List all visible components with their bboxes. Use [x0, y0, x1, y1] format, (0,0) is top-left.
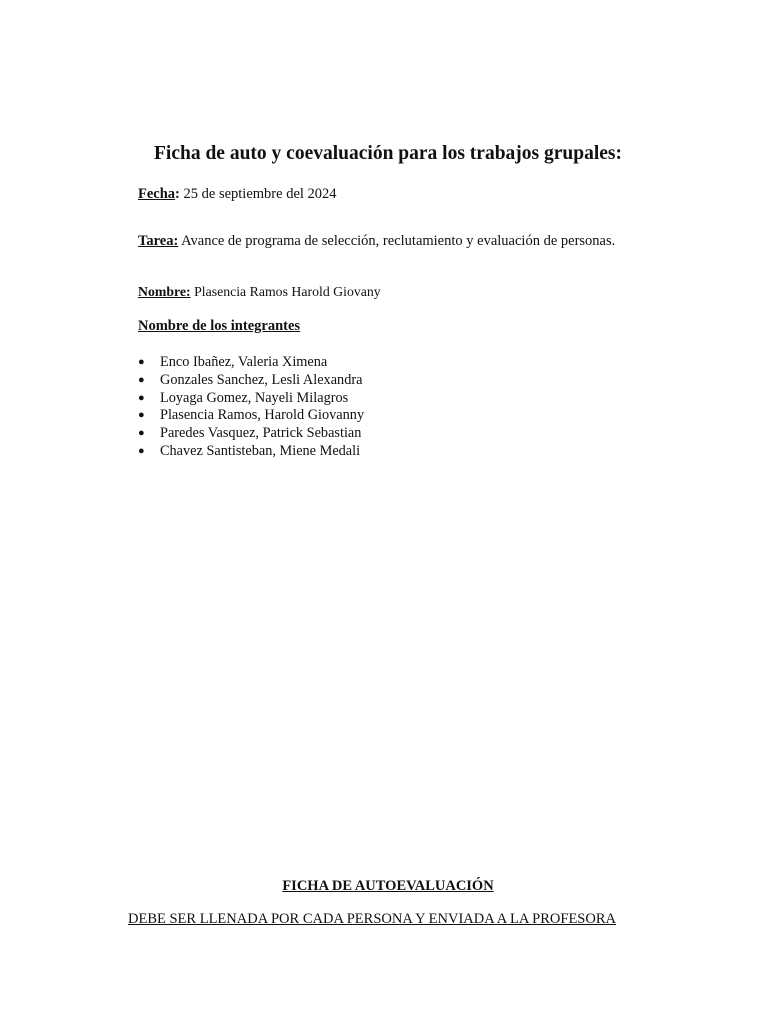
members-heading: Nombre de los integrantes — [138, 318, 301, 334]
nombre-value: Plasencia Ramos Harold Giovany — [194, 284, 381, 299]
list-item — [138, 407, 364, 425]
member-name: Loyaga Gomez, Nayeli Milagros — [160, 389, 349, 406]
bullet-icon: ● — [138, 391, 145, 404]
member-name: Plasencia Ramos, Harold Giovanny — [160, 407, 365, 424]
fecha-label: Fecha — [138, 186, 176, 202]
bullet-icon: ● — [138, 409, 145, 422]
member-name: Gonzales Sanchez, Lesli Alexandra — [160, 371, 363, 388]
fecha-value: 25 de septiembre del 2024 — [183, 186, 337, 202]
instruction-text: DEBE SER LLENADA POR CADA PERSONA Y ENVIADA A LA PROFESORA — [128, 911, 616, 927]
list-item — [138, 354, 364, 372]
list-item — [138, 390, 364, 408]
fecha-colon: : — [175, 186, 180, 202]
list-item — [138, 443, 364, 461]
fecha-field — [138, 186, 337, 203]
tarea-field — [138, 233, 615, 250]
member-name: Paredes Vasquez, Patrick Sebastian — [160, 425, 362, 442]
bullet-icon: ● — [138, 373, 145, 386]
nombre-field — [138, 284, 381, 300]
bullet-icon: ● — [138, 444, 145, 457]
list-item — [138, 425, 364, 443]
document-title: Ficha de auto y coevaluación para los trabajos grupales: — [154, 143, 622, 164]
list-item — [138, 372, 364, 390]
member-name: Chavez Santisteban, Miene Medali — [160, 442, 361, 459]
member-name: Enco Ibañez, Valeria Ximena — [160, 354, 328, 370]
bullet-icon: ● — [138, 356, 145, 368]
members-list — [138, 354, 364, 461]
tarea-value: Avance de programa de selección, reclutamiento y evaluación de personas. — [181, 233, 616, 249]
tarea-label: Tarea: — [138, 233, 179, 249]
bullet-icon: ● — [138, 427, 145, 440]
section-title: FICHA DE AUTOEVALUACIÓN — [282, 878, 494, 894]
nombre-label: Nombre: — [138, 284, 191, 299]
